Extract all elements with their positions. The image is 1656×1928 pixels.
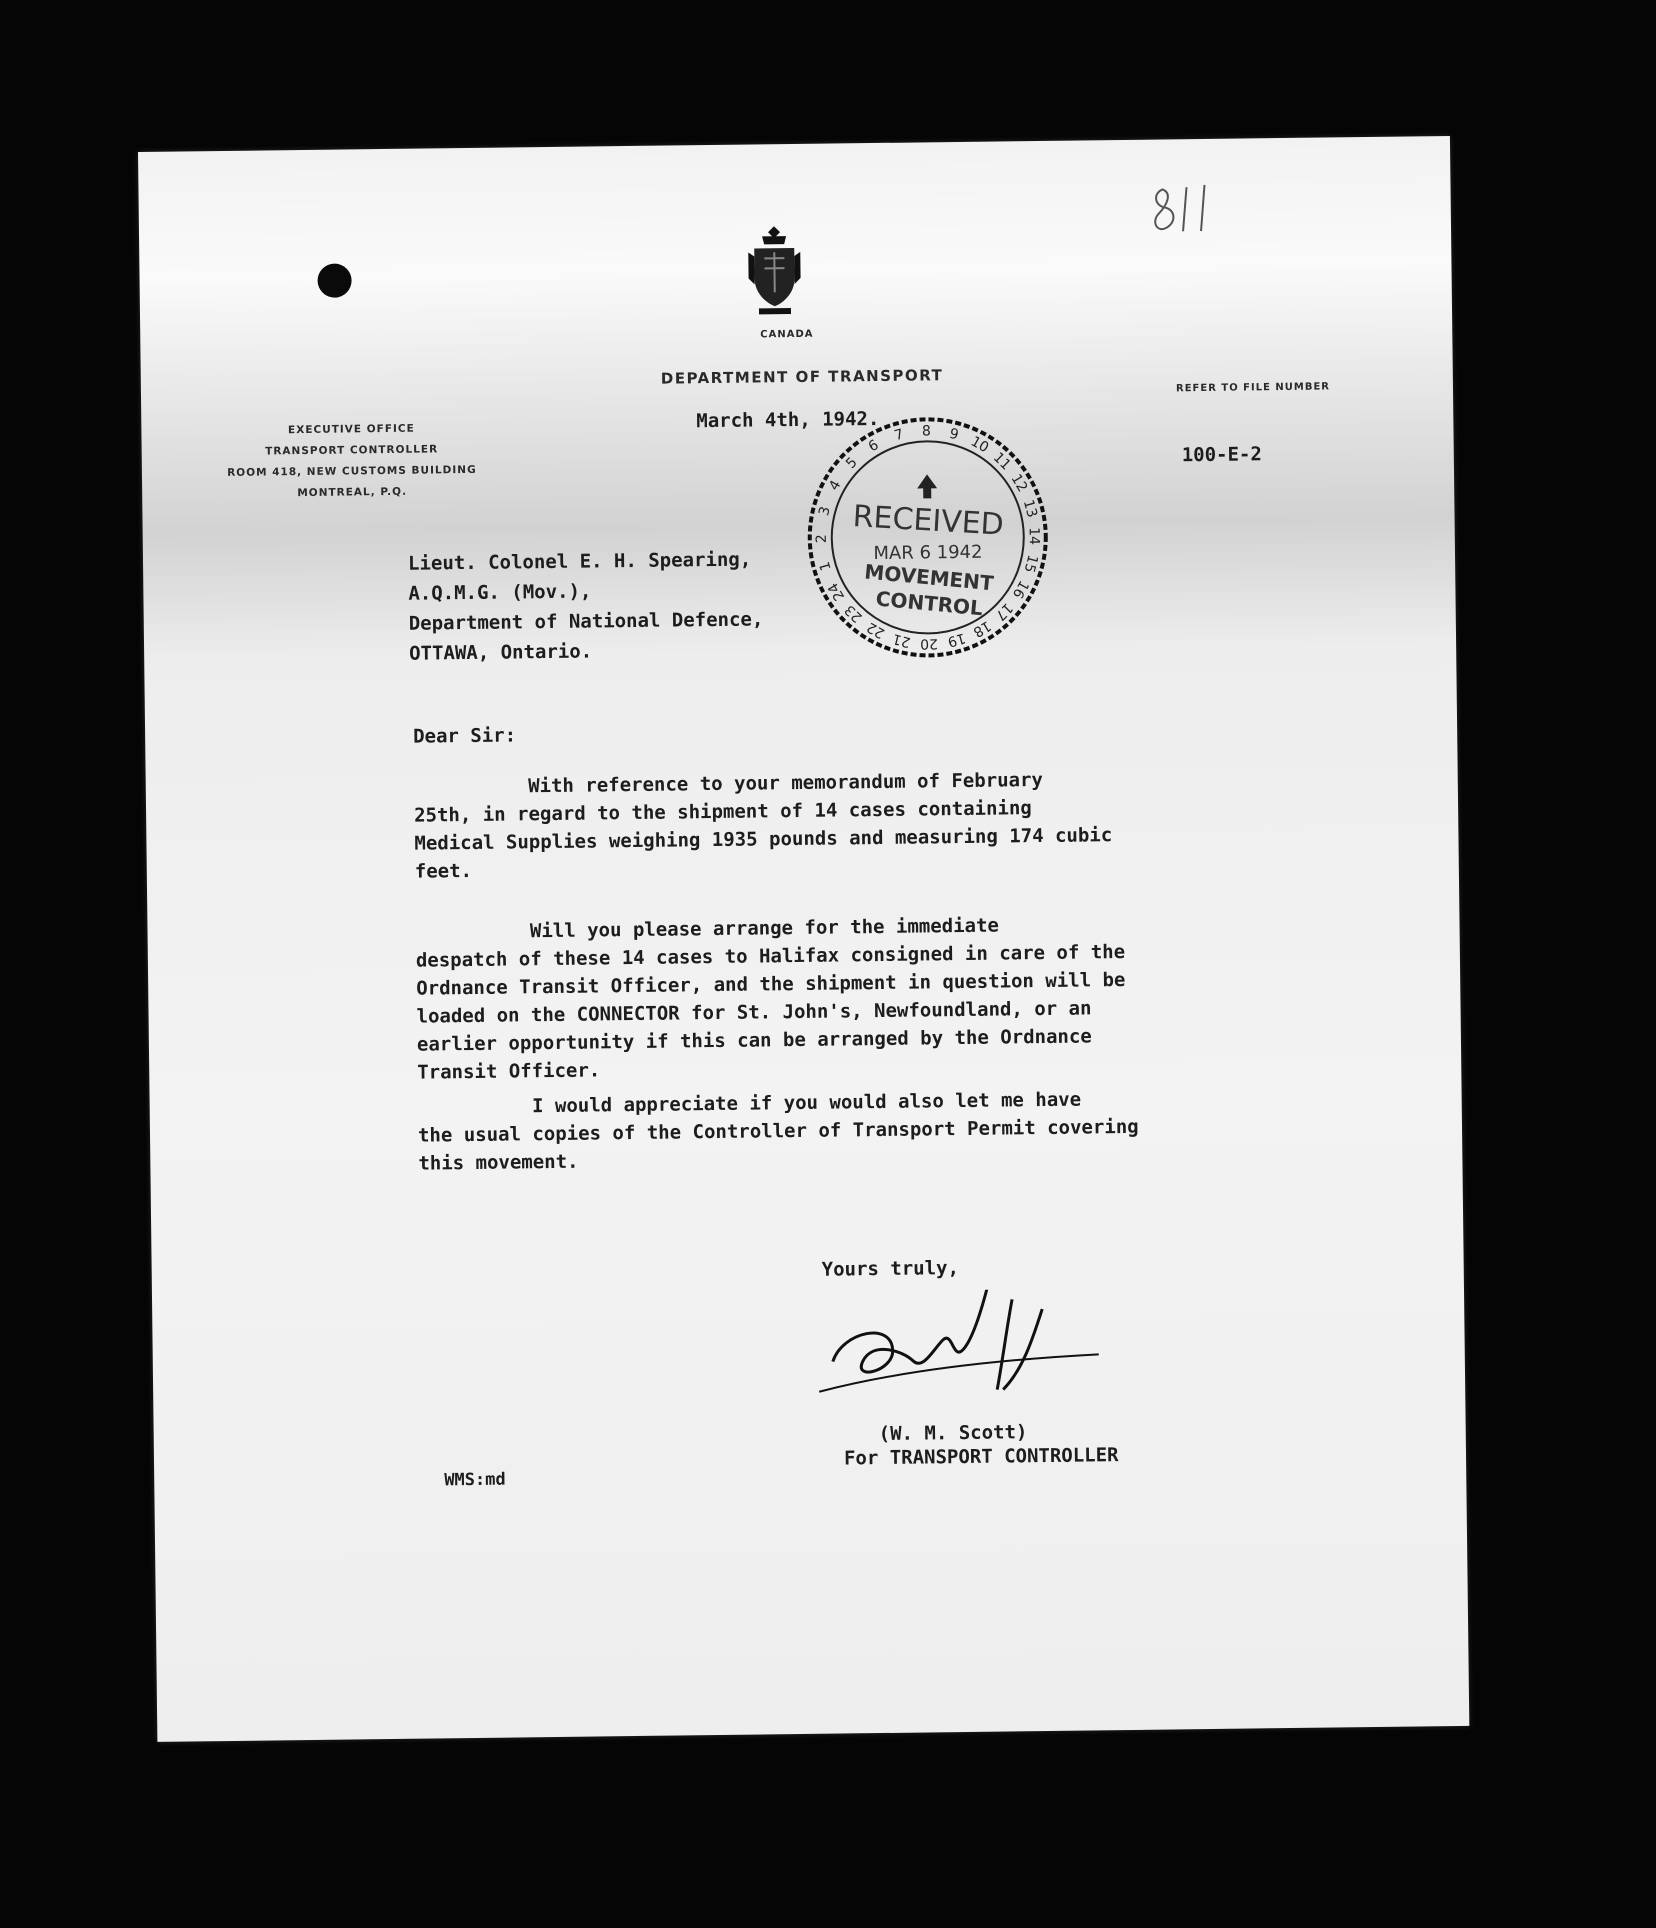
stamp-ring-number: 15 xyxy=(1020,552,1041,575)
stamp-word: RECEIVED xyxy=(851,499,1005,543)
office-line: ROOM 418, NEW CUSTOMS BUILDING xyxy=(227,463,477,479)
stamp-ring-number: 19 xyxy=(945,629,968,650)
refer-file-label: REFER TO FILE NUMBER xyxy=(1175,381,1331,395)
country-label: CANADA xyxy=(760,328,814,341)
stamp-ring-number: 5 xyxy=(843,454,861,473)
stamp-ring-number: 2 xyxy=(813,534,830,544)
stamp-ring-number: 9 xyxy=(947,425,961,444)
stamp-date: MAR 6 1942 xyxy=(873,541,983,565)
stamp-ring-number: 13 xyxy=(1019,497,1040,520)
body-paragraph-1: With reference to your memorandum of February 25th, in regard to the shipment of 14 cases containing Medical Supplies weighing 1935 pounds and measuring 174 cubic feet. xyxy=(413,768,1113,883)
stamp-ring-number: 23 xyxy=(841,601,866,626)
signer-name: (W. M. Scott) xyxy=(878,1421,1028,1446)
office-line: MONTREAL, P.Q. xyxy=(297,485,408,500)
handwritten-note xyxy=(1148,179,1219,240)
punch-hole xyxy=(317,263,351,297)
letter-date: March 4th, 1942. xyxy=(696,407,880,433)
body-paragraph-3: I would appreciate if you would also let me have the usual copies of the Controller of Transport Permit covering this movement. xyxy=(417,1088,1139,1175)
stamp-ring-number: 11 xyxy=(989,449,1014,474)
stamp-line2: CONTROL xyxy=(874,586,984,621)
recipient-address: Lieut. Colonel E. H. Spearing, A.Q.M.G. (Mov.), Department of National Defence, OTTAWA, Ontario. xyxy=(407,548,764,665)
department-name: DEPARTMENT OF TRANSPORT xyxy=(660,366,944,388)
received-stamp xyxy=(801,411,1054,664)
stamp-ring-number: 14 xyxy=(1025,527,1042,546)
stamp-ring-number: 1 xyxy=(816,559,835,573)
stamp-ring-number: 6 xyxy=(865,437,882,456)
body-paragraph-2: Will you please arrange for the immediate despatch of these 14 cases to Halifax consigned in care of the Ordnance Transit Officer, and the shipment in question will be loaded on the CONNECTOR for St. John's, Newfoundland, or an earlier opportunity if this can be arranged by the Ordnance Transit Officer. xyxy=(415,914,1126,1084)
salutation: Dear Sir: xyxy=(413,724,517,748)
stamp-ring-number: 21 xyxy=(890,630,913,651)
stamp-ring-number: 17 xyxy=(991,599,1016,624)
office-line: TRANSPORT CONTROLLER xyxy=(265,443,439,458)
stamp-ring-number: 18 xyxy=(970,617,994,640)
letter-page xyxy=(138,136,1469,1742)
stamp-ring-number: 20 xyxy=(920,635,939,652)
stamp-ring-number: 3 xyxy=(816,504,834,518)
stamp-ring-number: 8 xyxy=(921,423,932,440)
closing: Yours truly, xyxy=(821,1257,960,1281)
stamp-ring-number: 7 xyxy=(892,426,906,445)
office-address xyxy=(221,418,482,505)
stamp-ring-number: 24 xyxy=(825,579,849,604)
reference-initials: WMS:md xyxy=(444,1469,506,1491)
stamp-ring-number: 22 xyxy=(864,618,888,642)
arrow-icon xyxy=(917,474,937,498)
stamp-ring-number: 12 xyxy=(1007,471,1031,496)
signer-title: For TRANSPORT CONTROLLER xyxy=(843,1444,1119,1470)
file-number: 100-E-2 xyxy=(1181,443,1262,467)
stamp-ring-number: 16 xyxy=(1008,577,1032,601)
stamp-ring-number: 4 xyxy=(826,477,845,494)
office-line: EXECUTIVE OFFICE xyxy=(287,422,415,437)
coat-of-arms-icon xyxy=(744,222,805,323)
stamp-line1: MOVEMENT xyxy=(863,559,995,596)
handwritten-signature xyxy=(812,1288,1113,1412)
stamp-ring-number: 10 xyxy=(967,433,992,457)
